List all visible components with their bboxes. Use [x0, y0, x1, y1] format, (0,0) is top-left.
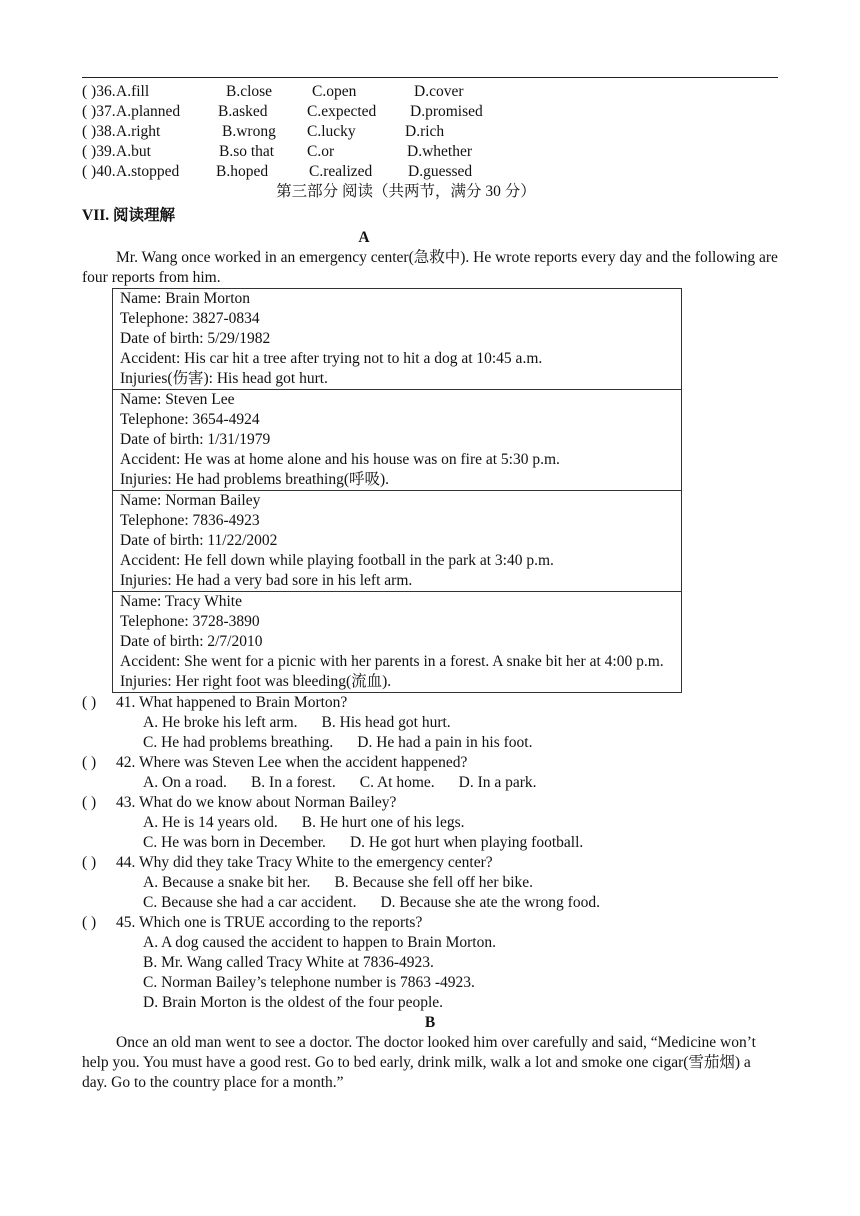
report-name: Name: Steven Lee	[120, 391, 235, 408]
choice: A. Because a snake bit her.	[143, 874, 311, 891]
cloze-row	[82, 122, 778, 142]
answer-blank[interactable]: ( )	[82, 854, 97, 871]
report-injuries: Injuries(伤害): His head got hurt.	[120, 370, 328, 387]
option-a: A.fill	[116, 83, 150, 100]
report-name: Name: Norman Bailey	[120, 492, 261, 509]
report-row	[113, 592, 682, 693]
choices-row	[82, 953, 778, 973]
question-stem: 41. What happened to Brain Morton?	[116, 694, 348, 711]
passage-a-intro: Mr. Wang once worked in an emergency center(急救中). He wrote reports every day and the following are four reports from him.	[82, 249, 778, 286]
report-cell	[113, 390, 682, 491]
question-41	[82, 693, 778, 753]
question-42	[82, 753, 778, 793]
report-cell	[113, 592, 682, 693]
report-accident: Accident: He was at home alone and his house was on fire at 5:30 p.m.	[120, 451, 560, 468]
report-accident: Accident: His car hit a tree after trying not to hit a dog at 10:45 a.m.	[120, 350, 543, 367]
report-injuries: Injuries: Her right foot was bleeding(流血).	[120, 673, 392, 690]
report-dob: Date of birth: 1/31/1979	[120, 431, 271, 448]
option-d: D.promised	[410, 103, 483, 120]
report-accident: Accident: She went for a picnic with her parents in a forest. A snake bit her at 4:00 p.m.	[120, 653, 664, 670]
report-dob: Date of birth: 2/7/2010	[120, 633, 263, 650]
question-stem: 43. What do we know about Norman Bailey?	[116, 794, 397, 811]
cloze-row	[82, 162, 778, 182]
choice: B. In a forest.	[250, 774, 336, 791]
choice: C. At home.	[359, 774, 435, 791]
choice: B. Because she fell off her bike.	[334, 874, 534, 891]
question-43	[82, 793, 778, 853]
answer-blank[interactable]: ( )	[82, 794, 97, 811]
question-45	[82, 913, 778, 1013]
choices-row	[82, 893, 778, 913]
choices-row	[82, 873, 778, 893]
option-b: B.close	[226, 83, 273, 100]
option-d: D.rich	[405, 123, 445, 140]
exam-page	[82, 82, 778, 1093]
option-d: D.guessed	[408, 163, 473, 180]
choices-row	[82, 733, 778, 753]
option-a: A.planned	[116, 103, 181, 120]
choice: C. He had problems breathing.	[143, 734, 334, 751]
question-stem: 45. Which one is TRUE according to the reports?	[116, 914, 423, 931]
choices-row	[82, 713, 778, 733]
option-c: C.open	[312, 83, 357, 100]
report-injuries: Injuries: He had a very bad sore in his left arm.	[120, 572, 413, 589]
report-name: Name: Tracy White	[120, 593, 242, 610]
report-phone: Telephone: 3654-4924	[120, 411, 260, 428]
choice: B. He hurt one of his legs.	[301, 814, 465, 831]
option-b: B.wrong	[222, 123, 276, 140]
report-row	[113, 390, 682, 491]
choices-row	[82, 773, 778, 793]
option-b: B.asked	[218, 103, 268, 120]
choice: B. Mr. Wang called Tracy White at 7836-4923.	[143, 954, 434, 971]
option-c: C.expected	[307, 103, 377, 120]
report-phone: Telephone: 3827-0834	[120, 310, 260, 327]
question-44	[82, 853, 778, 913]
cloze-row	[82, 142, 778, 162]
answer-blank[interactable]: ( )	[82, 694, 97, 711]
choice: A. A dog caused the accident to happen to Brain Morton.	[143, 934, 496, 951]
choices-row	[82, 993, 778, 1013]
choice: A. He broke his left arm.	[143, 714, 298, 731]
choices-row	[82, 933, 778, 953]
choice: D. He had a pain in his foot.	[357, 734, 533, 751]
report-dob: Date of birth: 5/29/1982	[120, 330, 271, 347]
question-number: ( )38.	[82, 123, 116, 140]
cloze-options	[82, 82, 778, 182]
choice: A. On a road.	[143, 774, 227, 791]
question-number: ( )39.	[82, 143, 116, 160]
choice: C. He was born in December.	[143, 834, 326, 851]
option-c: C.realized	[309, 163, 373, 180]
option-d: D.whether	[407, 143, 472, 160]
option-b: B.so that	[219, 143, 275, 160]
choice: A. He is 14 years old.	[143, 814, 278, 831]
reports-table	[112, 288, 682, 693]
choices-row	[82, 973, 778, 993]
report-accident: Accident: He fell down while playing football in the park at 3:40 p.m.	[120, 552, 554, 569]
report-cell	[113, 491, 682, 592]
option-d: D.cover	[414, 83, 464, 100]
option-a: A.right	[116, 123, 161, 140]
passage-label-a: A	[358, 229, 370, 246]
question-number: ( )36.	[82, 83, 116, 100]
report-row	[113, 491, 682, 592]
passage-b-text: Once an old man went to see a doctor. The doctor looked him over carefully and said, “Medicine won’t help you. You must have a good rest. Go to bed early, drink milk, walk a lot and smoke one cigar(雪茄烟) a day. Go to the country place for a month.”	[82, 1034, 756, 1091]
choice: D. In a park.	[458, 774, 537, 791]
part-title: 第三部分 阅读（共两节，满分 30 分）	[276, 183, 536, 200]
choice: D. Brain Morton is the oldest of the four people.	[143, 994, 444, 1011]
choice: C. Norman Bailey’s telephone number is 7863 -4923.	[143, 974, 475, 991]
option-a: A.but	[116, 143, 151, 160]
option-c: C.or	[307, 143, 335, 160]
report-name: Name: Brain Morton	[120, 290, 251, 307]
question-stem: 42. Where was Steven Lee when the accident happened?	[116, 754, 468, 771]
section-title: VII. 阅读理解	[82, 207, 176, 224]
answer-blank[interactable]: ( )	[82, 914, 97, 931]
report-injuries: Injuries: He had problems breathing(呼吸).	[120, 471, 390, 488]
choice: D. Because she ate the wrong food.	[380, 894, 600, 911]
option-a: A.stopped	[116, 163, 180, 180]
cloze-row	[82, 102, 778, 122]
choice: B. His head got hurt.	[321, 714, 451, 731]
report-row	[113, 289, 682, 390]
question-number: ( )37.	[82, 103, 116, 120]
report-dob: Date of birth: 11/22/2002	[120, 532, 278, 549]
answer-blank[interactable]: ( )	[82, 754, 97, 771]
top-rule	[82, 77, 778, 78]
choices-row	[82, 813, 778, 833]
question-stem: 44. Why did they take Tracy White to the emergency center?	[116, 854, 493, 871]
passage-label-b: B	[424, 1014, 436, 1031]
option-c: C.lucky	[307, 123, 356, 140]
report-phone: Telephone: 7836-4923	[120, 512, 260, 529]
cloze-row	[82, 82, 778, 102]
choice: C. Because she had a car accident.	[143, 894, 357, 911]
choices-row	[82, 833, 778, 853]
choice: D. He got hurt when playing football.	[349, 834, 584, 851]
option-b: B.hoped	[216, 163, 269, 180]
report-phone: Telephone: 3728-3890	[120, 613, 260, 630]
question-number: ( )40.	[82, 163, 116, 180]
report-cell	[113, 289, 682, 390]
